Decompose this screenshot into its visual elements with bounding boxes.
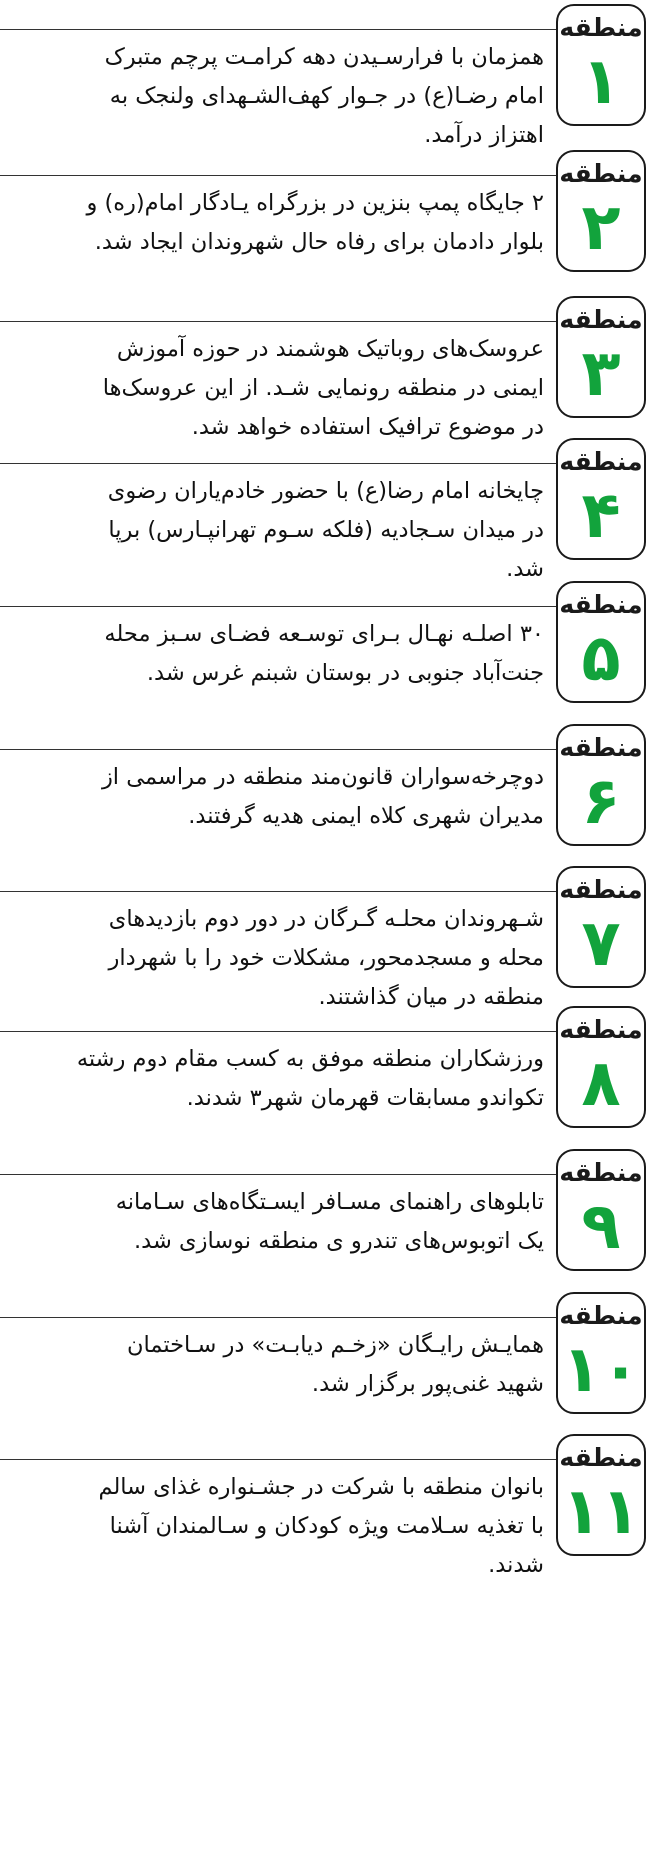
divider-line xyxy=(0,749,566,750)
text-line: ورزشکاران منطقه موفق به کسب مقام دوم رشته xyxy=(76,1046,544,1072)
text-line: اهتزاز درآمد. xyxy=(424,122,544,148)
district-news-text xyxy=(0,472,544,589)
text-line: ۲ جایگاه پمپ بنزین در بزرگراه یـادگار امام(ره) و xyxy=(86,190,544,216)
text-line: شـهروندان محلـه گـرگان در دور دوم بازدیدهای xyxy=(108,906,544,932)
district-badge-label: منطقه xyxy=(559,13,643,42)
text-line: چایخانه امام رضا(ع) با حضور خادم‌یاران رضوی xyxy=(107,478,544,504)
district-badge-label: منطقه xyxy=(559,159,643,188)
district-news-text xyxy=(0,758,544,836)
divider-line xyxy=(0,175,566,176)
district-badge-label: منطقه xyxy=(559,447,643,476)
text-line: همزمان با فرارسـیدن دهه کرامـت پرچم متبرک xyxy=(104,44,544,70)
district-badge-4 xyxy=(556,438,646,560)
text-line: شهید غنی‌پور برگزار شد. xyxy=(311,1371,544,1397)
district-news-text xyxy=(0,900,544,1017)
divider-line xyxy=(0,1459,566,1460)
district-news-text xyxy=(0,184,544,262)
district-badge-label: منطقه xyxy=(559,1443,643,1472)
district-news-text xyxy=(0,38,544,155)
divider-line xyxy=(0,1317,566,1318)
text-line: با تغذیه سـلامت ویژه کودکان و سـالمندان آشنا xyxy=(109,1513,544,1539)
district-badge-9 xyxy=(556,1149,646,1271)
district-badge-8 xyxy=(556,1006,646,1128)
district-news-text xyxy=(0,1183,544,1261)
district-badge-1 xyxy=(556,4,646,126)
divider-line xyxy=(0,29,566,30)
district-badge-6 xyxy=(556,724,646,846)
divider-line xyxy=(0,891,566,892)
text-line: مدیران شهری کلاه ایمنی هدیه گرفتند. xyxy=(188,803,544,829)
text-line: شد. xyxy=(506,556,544,582)
district-badge-label: منطقه xyxy=(559,305,643,334)
text-line: بانوان منطقه با شرکت در جشـنواره غذای سالم xyxy=(98,1474,544,1500)
district-badge-7 xyxy=(556,866,646,988)
divider-line xyxy=(0,321,566,322)
text-line: ۳۰ اصلـه نهـال بـرای توسـعه فضـای سـبز محله xyxy=(104,621,544,647)
divider-line xyxy=(0,1174,566,1175)
text-line: جنت‌آباد جنوبی در بوستان شبنم غرس شد. xyxy=(146,660,544,686)
district-news-text xyxy=(0,615,544,693)
district-number: ۷ xyxy=(581,907,621,981)
divider-line xyxy=(0,606,566,607)
district-badge-5 xyxy=(556,581,646,703)
text-line: یک اتوبوس‌های تندرو ی منطقه نوسازی شد. xyxy=(134,1228,544,1254)
district-news-text xyxy=(0,1040,544,1118)
divider-line xyxy=(0,463,566,464)
district-number: ۸ xyxy=(581,1047,621,1121)
text-line: بلوار دادمان برای رفاه حال شهروندان ایجاد شد. xyxy=(94,229,544,255)
text-line: تابلوهای راهنمای مسـافر ایسـتگاه‌های سـامانه xyxy=(115,1189,544,1215)
district-badge-10 xyxy=(556,1292,646,1414)
district-number: ۲ xyxy=(581,191,621,265)
district-number: ۶ xyxy=(581,765,621,839)
district-number: ۳ xyxy=(581,337,621,411)
district-news-text xyxy=(0,1468,544,1585)
text-line: محله و مسجدمحور، مشکلات خود را با شهردار xyxy=(108,945,544,971)
district-news-text xyxy=(0,1326,544,1404)
text-line: منطقه در میان گذاشتند. xyxy=(318,984,544,1010)
text-line: تکواندو مسابقات قهرمان شهر۳ شدند. xyxy=(186,1085,544,1111)
district-badge-label: منطقه xyxy=(559,733,643,762)
text-line: عروسک‌های روباتیک هوشمند در حوزه آموزش xyxy=(116,336,544,362)
text-line: دوچرخه‌سواران قانون‌مند منطقه در مراسمی از xyxy=(101,764,544,790)
district-badge-3 xyxy=(556,296,646,418)
district-badge-11 xyxy=(556,1434,646,1556)
text-line: امام رضـا(ع) در جـوار کهف‌الشـهدای ولنجک به xyxy=(109,83,544,109)
text-line: همایـش رایـگان «زخـم دیابـت» در سـاختمان xyxy=(126,1332,544,1358)
district-number: ۴ xyxy=(581,479,621,553)
text-line: در میدان سـجادیه (فلکه سـوم تهرانپـارس) برپا xyxy=(108,517,544,543)
district-number: ۹ xyxy=(581,1190,621,1264)
district-badge-label: منطقه xyxy=(559,1015,643,1044)
district-number: ۱۱ xyxy=(561,1475,641,1549)
district-badge-label: منطقه xyxy=(559,1301,643,1330)
text-line: در موضوع ترافیک استفاده خواهد شد. xyxy=(191,414,544,440)
divider-line xyxy=(0,1031,566,1032)
text-line: ایمنی در منطقه رونمایی شـد. از این عروسک‌ها xyxy=(102,375,544,401)
text-line: شدند. xyxy=(488,1552,544,1578)
district-number: ۱ xyxy=(581,45,621,119)
district-badge-label: منطقه xyxy=(559,1158,643,1187)
district-badge-label: منطقه xyxy=(559,875,643,904)
district-badge-2 xyxy=(556,150,646,272)
district-news-text xyxy=(0,330,544,447)
district-number: ۵ xyxy=(581,622,621,696)
district-badge-label: منطقه xyxy=(559,590,643,619)
district-number: ۱۰ xyxy=(561,1333,641,1407)
